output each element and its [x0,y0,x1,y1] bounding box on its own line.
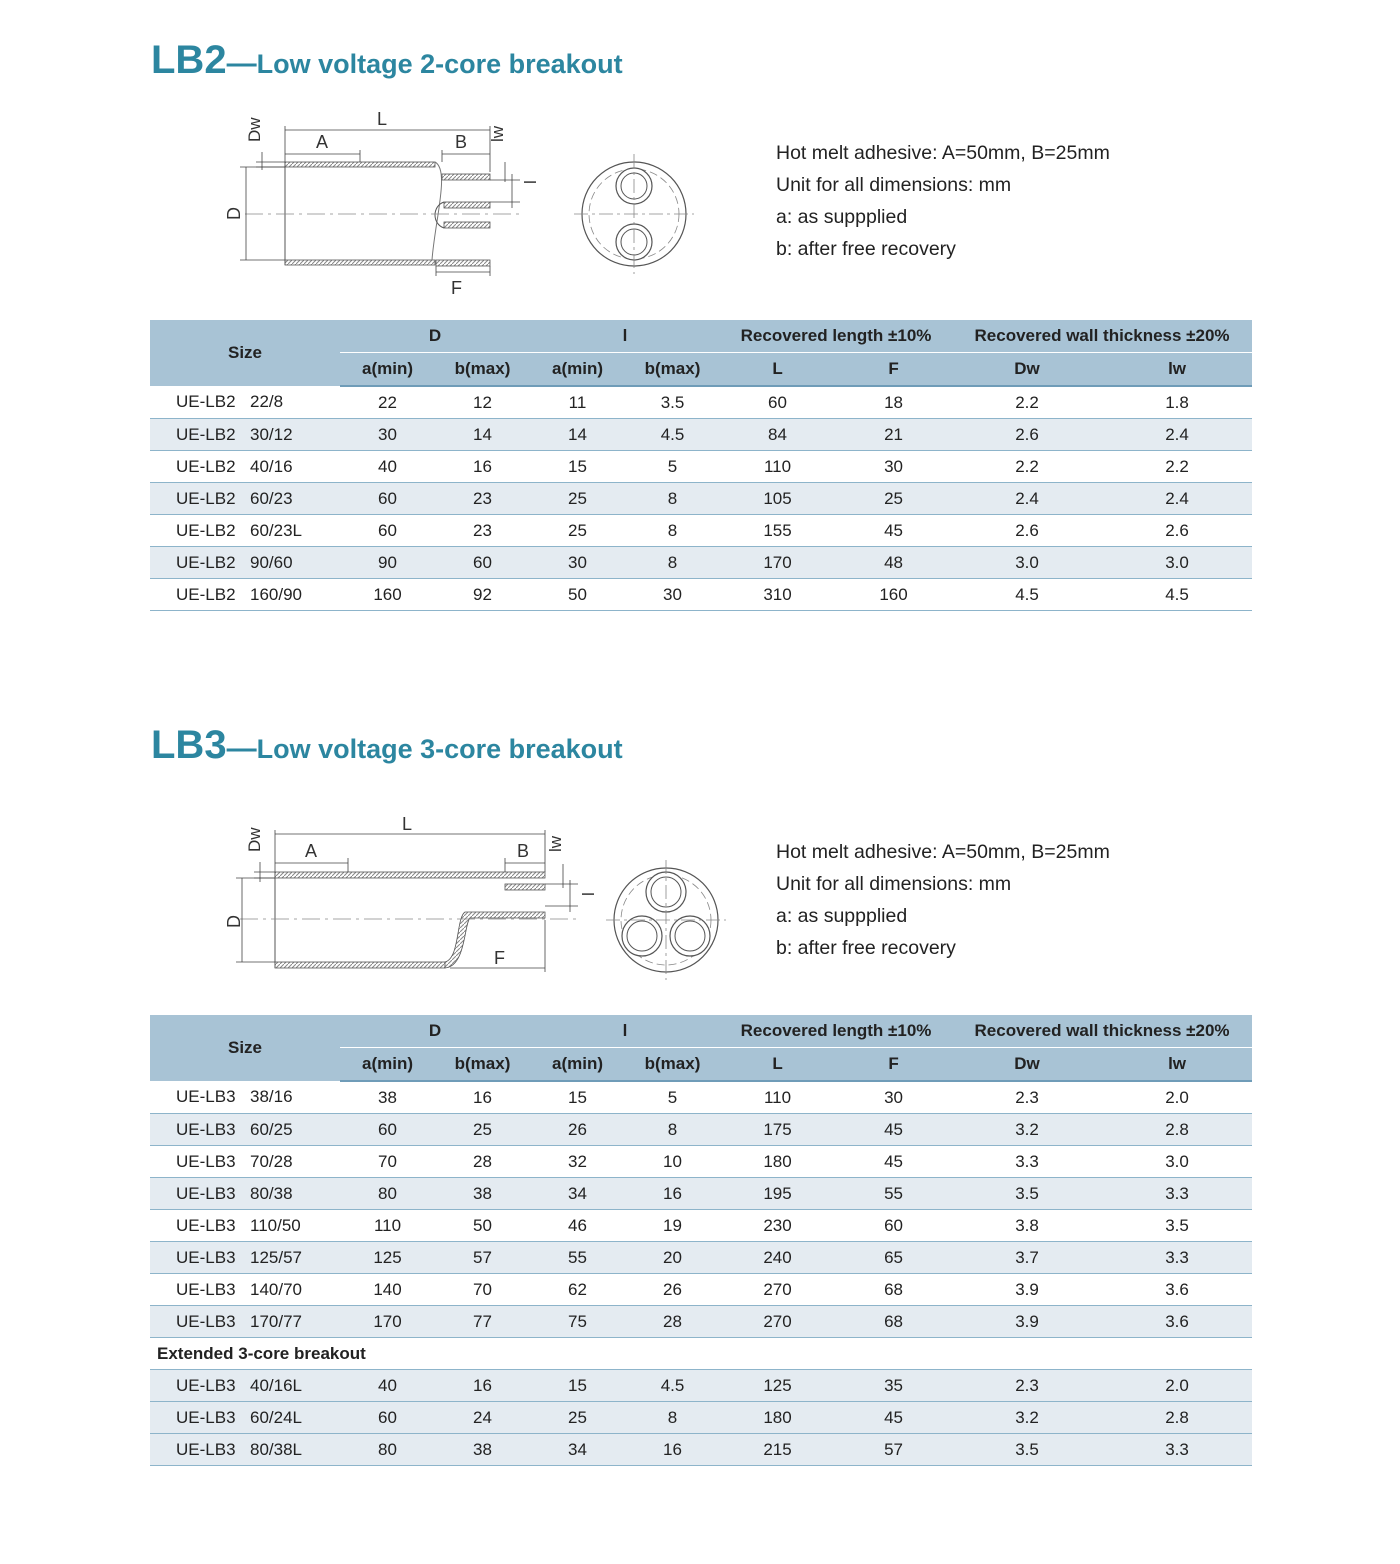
label-L: L [377,109,388,129]
value-cell: 26 [625,1274,720,1306]
value-cell: 15 [530,1370,625,1402]
value-cell: 8 [625,1402,720,1434]
title-name: Low voltage 3-core breakout [256,734,623,764]
header-D: D [340,320,530,353]
value-cell: 80 [340,1434,435,1466]
value-cell: 40 [340,1370,435,1402]
label-A: A [316,132,329,152]
value-cell: 40 [340,451,435,483]
subheading-row [150,1338,1252,1370]
column-header: Dw [952,353,1102,387]
section-title [151,38,623,83]
value-cell: 60 [720,386,835,419]
size-cell [150,386,340,419]
value-cell: 68 [835,1274,952,1306]
size-cell [150,547,340,579]
size-cell [150,419,340,451]
value-cell: 180 [720,1402,835,1434]
value-cell: 75 [530,1306,625,1338]
table-row [150,451,1252,483]
notes [776,137,1110,265]
value-cell: 4.5 [1102,579,1252,611]
size-cell [150,1210,340,1242]
size-value: 60/24L [250,1407,302,1427]
value-cell: 4.5 [625,419,720,451]
title-dash: — [226,47,257,80]
value-cell: 60 [435,547,530,579]
table-row [150,1274,1252,1306]
table-row [150,1146,1252,1178]
value-cell: 28 [625,1306,720,1338]
value-cell: 8 [625,1114,720,1146]
value-cell: 110 [720,1081,835,1114]
note-adhesive: Hot melt adhesive: A=50mm, B=25mm [776,841,1110,863]
value-cell: 3.5 [952,1178,1102,1210]
value-cell: 16 [435,451,530,483]
column-header: lw [1102,1048,1252,1082]
value-cell: 68 [835,1306,952,1338]
table-row [150,1178,1252,1210]
column-header: b(max) [435,1048,530,1082]
value-cell: 110 [720,451,835,483]
value-cell: 175 [720,1114,835,1146]
value-cell: 3.5 [625,386,720,419]
header-size: Size [150,320,340,386]
table-row [150,419,1252,451]
value-cell: 23 [435,483,530,515]
size-value: 80/38L [250,1439,302,1459]
tube-wall-top [275,872,545,878]
size-value: 90/60 [250,552,293,572]
size-value: 60/23 [250,488,293,508]
value-cell: 3.0 [952,547,1102,579]
size-prefix: UE-LB3 [176,1119,236,1139]
size-value: 170/77 [250,1311,302,1331]
value-cell: 2.6 [952,419,1102,451]
value-cell: 77 [435,1306,530,1338]
size-cell [150,1146,340,1178]
value-cell: 60 [340,1402,435,1434]
value-cell: 30 [625,579,720,611]
label-F: F [494,948,505,968]
value-cell: 23 [435,515,530,547]
size-cell [150,579,340,611]
value-cell: 45 [835,1402,952,1434]
value-cell: 30 [835,1081,952,1114]
label-F: F [451,278,462,298]
header-recovered-wall: Recovered wall thickness ±20% [952,1015,1252,1048]
value-cell: 2.8 [1102,1114,1252,1146]
table-row [150,1081,1252,1114]
table-row [150,1306,1252,1338]
table-row [150,1242,1252,1274]
size-prefix: UE-LB3 [176,1151,236,1171]
size-cell [150,1178,340,1210]
note-a: a: as suppplied [776,206,908,228]
notes [776,836,1110,964]
value-cell: 2.6 [952,515,1102,547]
column-header: b(max) [435,353,530,387]
size-cell [150,1242,340,1274]
note-b: b: after free recovery [776,238,956,260]
header-recovered-wall: Recovered wall thickness ±20% [952,320,1252,353]
value-cell: 16 [625,1434,720,1466]
size-cell [150,515,340,547]
table-body [150,1081,1252,1466]
label-l: l [521,180,540,184]
size-value: 140/70 [250,1279,302,1299]
value-cell: 3.3 [1102,1434,1252,1466]
value-cell: 25 [530,483,625,515]
note-a: a: as suppplied [776,905,908,927]
column-header: L [720,1048,835,1082]
size-prefix: UE-LB3 [176,1407,236,1427]
size-prefix: UE-LB3 [176,1279,236,1299]
value-cell: 2.8 [1102,1402,1252,1434]
size-cell [150,1114,340,1146]
size-value: 110/50 [250,1215,301,1235]
breakout-side-view-diagram [220,100,540,300]
value-cell: 57 [435,1242,530,1274]
size-value: 60/25 [250,1119,293,1139]
value-cell: 110 [340,1210,435,1242]
column-header: b(max) [625,1048,720,1082]
value-cell: 4.5 [952,579,1102,611]
value-cell: 24 [435,1402,530,1434]
value-cell: 180 [720,1146,835,1178]
column-header: lw [1102,353,1252,387]
value-cell: 92 [435,579,530,611]
size-cell [150,1434,340,1466]
value-cell: 2.3 [952,1370,1102,1402]
value-cell: 50 [530,579,625,611]
size-prefix: UE-LB2 [176,456,236,476]
tube-wall-bottom [285,260,435,265]
value-cell: 2.4 [952,483,1102,515]
tube-wall-bottom [275,962,445,968]
column-header: L [720,353,835,387]
table-row [150,547,1252,579]
size-prefix: UE-LB2 [176,584,236,604]
size-prefix: UE-LB3 [176,1215,236,1235]
label-Dw: Dw [245,827,264,852]
value-cell: 3.3 [1102,1178,1252,1210]
value-cell: 160 [340,579,435,611]
value-cell: 2.2 [952,451,1102,483]
breakout-end-view-3core [604,858,729,983]
value-cell: 18 [835,386,952,419]
finger-bottom [436,260,490,266]
size-prefix: UE-LB2 [176,488,236,508]
value-cell: 16 [435,1370,530,1402]
value-cell: 60 [340,483,435,515]
value-cell: 48 [835,547,952,579]
value-cell: 140 [340,1274,435,1306]
value-cell: 2.3 [952,1081,1102,1114]
size-value: 70/28 [250,1151,293,1171]
column-header: F [835,1048,952,1082]
title-code: LB3 [151,723,227,767]
value-cell: 50 [435,1210,530,1242]
column-header: a(min) [340,353,435,387]
column-header: a(min) [340,1048,435,1082]
value-cell: 270 [720,1306,835,1338]
value-cell: 270 [720,1274,835,1306]
header-D: D [340,1015,530,1048]
size-prefix: UE-LB3 [176,1247,236,1267]
value-cell: 57 [835,1434,952,1466]
size-value: 125/57 [250,1247,302,1267]
tube-wall-top [285,162,435,167]
value-cell: 21 [835,419,952,451]
value-cell: 3.7 [952,1242,1102,1274]
value-cell: 46 [530,1210,625,1242]
size-prefix: UE-LB2 [176,552,236,572]
value-cell: 30 [340,419,435,451]
title-name: Low voltage 2-core breakout [256,49,623,79]
header-recovered-length: Recovered length ±10% [720,1015,952,1048]
label-lw: lw [488,125,507,142]
value-cell: 3.9 [952,1274,1102,1306]
value-cell: 3.9 [952,1306,1102,1338]
value-cell: 4.5 [625,1370,720,1402]
table-row [150,1434,1252,1466]
note-b: b: after free recovery [776,937,956,959]
column-header: b(max) [625,353,720,387]
size-prefix: UE-LB3 [176,1375,236,1395]
value-cell: 230 [720,1210,835,1242]
column-header: F [835,353,952,387]
size-cell [150,1274,340,1306]
value-cell: 70 [435,1274,530,1306]
value-cell: 11 [530,386,625,419]
value-cell: 19 [625,1210,720,1242]
size-prefix: UE-LB3 [176,1183,236,1203]
value-cell: 45 [835,1146,952,1178]
value-cell: 60 [340,1114,435,1146]
value-cell: 34 [530,1434,625,1466]
spec-table-lb2 [150,320,1252,611]
column-header: Dw [952,1048,1102,1082]
value-cell: 25 [530,1402,625,1434]
label-B: B [455,132,468,152]
value-cell: 2.2 [1102,451,1252,483]
header-l: l [530,1015,720,1048]
size-prefix: UE-LB3 [176,1311,236,1331]
size-value: 160/90 [250,584,302,604]
value-cell: 2.6 [1102,515,1252,547]
value-cell: 25 [435,1114,530,1146]
value-cell: 45 [835,1114,952,1146]
size-cell [150,451,340,483]
label-B: B [517,841,530,861]
value-cell: 240 [720,1242,835,1274]
value-cell: 125 [340,1242,435,1274]
value-cell: 60 [835,1210,952,1242]
value-cell: 62 [530,1274,625,1306]
value-cell: 8 [625,483,720,515]
value-cell: 38 [340,1081,435,1114]
value-cell: 38 [435,1434,530,1466]
value-cell: 3.0 [1102,1146,1252,1178]
label-Dw: Dw [245,117,264,142]
value-cell: 2.4 [1102,419,1252,451]
value-cell: 3.3 [1102,1242,1252,1274]
breakout-end-view-2core [572,152,697,277]
value-cell: 22 [340,386,435,419]
value-cell: 105 [720,483,835,515]
table-row [150,1210,1252,1242]
value-cell: 55 [530,1242,625,1274]
value-cell: 10 [625,1146,720,1178]
finger-mid-bottom [444,222,490,228]
value-cell: 3.2 [952,1402,1102,1434]
note-unit: Unit for all dimensions: mm [776,174,1012,196]
label-L: L [402,814,413,834]
size-value: 60/23L [250,520,302,540]
value-cell: 3.0 [1102,547,1252,579]
size-value: 40/16 [250,456,293,476]
value-cell: 1.8 [1102,386,1252,419]
value-cell: 60 [340,515,435,547]
value-cell: 70 [340,1146,435,1178]
size-cell [150,1081,340,1114]
title-dash: — [226,732,257,765]
value-cell: 3.2 [952,1114,1102,1146]
size-prefix: UE-LB3 [176,1087,236,1106]
value-cell: 2.0 [1102,1370,1252,1402]
spec-table-lb3 [150,1015,1252,1466]
value-cell: 3.6 [1102,1274,1252,1306]
label-D: D [224,915,244,928]
value-cell: 8 [625,515,720,547]
table-row [150,386,1252,419]
size-cell [150,483,340,515]
value-cell: 2.4 [1102,483,1252,515]
value-cell: 45 [835,515,952,547]
size-prefix: UE-LB2 [176,424,236,444]
value-cell: 5 [625,1081,720,1114]
note-adhesive: Hot melt adhesive: A=50mm, B=25mm [776,142,1110,164]
value-cell: 65 [835,1242,952,1274]
value-cell: 15 [530,1081,625,1114]
finger-top [505,884,545,890]
size-cell [150,1370,340,1402]
size-cell [150,1402,340,1434]
value-cell: 32 [530,1146,625,1178]
value-cell: 16 [625,1178,720,1210]
value-cell: 3.3 [952,1146,1102,1178]
header-size: Size [150,1015,340,1081]
value-cell: 8 [625,547,720,579]
size-value: 40/16L [250,1375,302,1395]
header-l: l [530,320,720,353]
value-cell: 160 [835,579,952,611]
section-title [151,723,623,768]
value-cell: 35 [835,1370,952,1402]
table-row [150,1114,1252,1146]
value-cell: 3.5 [1102,1210,1252,1242]
value-cell: 3.6 [1102,1306,1252,1338]
value-cell: 55 [835,1178,952,1210]
value-cell: 25 [835,483,952,515]
note-unit: Unit for all dimensions: mm [776,873,1012,895]
value-cell: 215 [720,1434,835,1466]
value-cell: 26 [530,1114,625,1146]
column-header: a(min) [530,1048,625,1082]
label-A: A [305,841,318,861]
table-body [150,386,1252,611]
size-cell [150,1306,340,1338]
size-value: 80/38 [250,1183,293,1203]
value-cell: 38 [435,1178,530,1210]
column-header: a(min) [530,353,625,387]
value-cell: 30 [530,547,625,579]
table-row [150,483,1252,515]
finger-top [442,174,490,180]
value-cell: 90 [340,547,435,579]
subheading: Extended 3-core breakout [150,1338,1252,1370]
size-prefix: UE-LB2 [176,520,236,540]
table-row [150,1402,1252,1434]
table-row [150,1370,1252,1402]
value-cell: 16 [435,1081,530,1114]
value-cell: 170 [340,1306,435,1338]
size-value: 38/16 [250,1087,293,1106]
breakout-side-view-diagram [220,808,600,978]
label-lw: lw [546,835,565,852]
value-cell: 14 [530,419,625,451]
value-cell: 3.5 [952,1434,1102,1466]
value-cell: 170 [720,547,835,579]
value-cell: 5 [625,451,720,483]
size-value: 22/8 [250,392,284,411]
value-cell: 30 [835,451,952,483]
table-row [150,515,1252,547]
size-value: 30/12 [250,424,293,444]
value-cell: 155 [720,515,835,547]
title-code: LB2 [151,38,227,82]
finger-mid-top [444,202,490,208]
value-cell: 2.2 [952,386,1102,419]
value-cell: 15 [530,451,625,483]
value-cell: 3.8 [952,1210,1102,1242]
value-cell: 25 [530,515,625,547]
label-l: l [579,892,598,896]
size-prefix: UE-LB3 [176,1439,236,1459]
value-cell: 34 [530,1178,625,1210]
value-cell: 28 [435,1146,530,1178]
value-cell: 80 [340,1178,435,1210]
value-cell: 84 [720,419,835,451]
label-D: D [224,207,244,220]
value-cell: 2.0 [1102,1081,1252,1114]
header-recovered-length: Recovered length ±10% [720,320,952,353]
value-cell: 20 [625,1242,720,1274]
size-prefix: UE-LB2 [176,392,236,411]
value-cell: 310 [720,579,835,611]
table-row [150,579,1252,611]
value-cell: 195 [720,1178,835,1210]
value-cell: 14 [435,419,530,451]
value-cell: 12 [435,386,530,419]
value-cell: 125 [720,1370,835,1402]
